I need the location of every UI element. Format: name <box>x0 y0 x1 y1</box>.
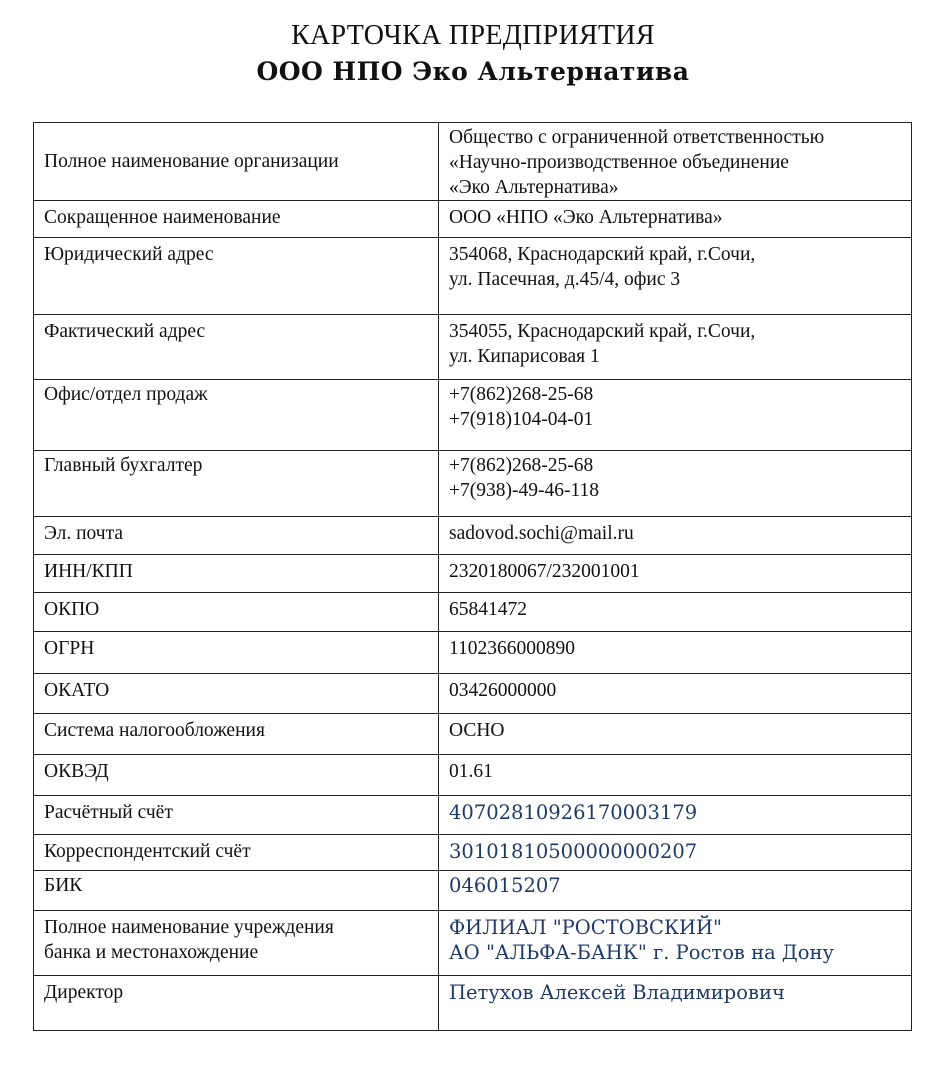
row-value: 30101810500000000207 <box>439 835 912 871</box>
row-label: ОКАТО <box>34 674 439 714</box>
table-row-chief-accountant <box>34 451 912 517</box>
table-row-short-name <box>34 201 912 238</box>
row-value: Общество с ограниченной ответственностью «Научно-производственное объединение «Эко Альтернатива» <box>439 123 912 201</box>
row-value: +7(862)268-25-68 +7(918)104-04-01 <box>439 380 912 451</box>
row-label: Полное наименование учреждения банка и местонахождение <box>34 911 439 976</box>
table-row-email <box>34 517 912 555</box>
table-row-actual-address <box>34 315 912 380</box>
row-label: Офис/отдел продаж <box>34 380 439 451</box>
table-row-director <box>34 976 912 1031</box>
row-value: ФИЛИАЛ "РОСТОВСКИЙ" АО "АЛЬФА-БАНК" г. Ростов на Дону <box>439 911 912 976</box>
row-value: sadovod.sochi@mail.ru <box>439 517 912 555</box>
row-value: Петухов Алексей Владимирович <box>439 976 912 1031</box>
table-row-bank-name <box>34 911 912 976</box>
row-label: Юридический адрес <box>34 238 439 315</box>
row-label: ИНН/КПП <box>34 555 439 593</box>
table-row-sales-office <box>34 380 912 451</box>
row-label: Корреспондентский счёт <box>34 835 439 871</box>
row-value: 2320180067/232001001 <box>439 555 912 593</box>
row-value: 01.61 <box>439 755 912 796</box>
row-value: +7(862)268-25-68 +7(938)-49-46-118 <box>439 451 912 517</box>
row-label: Директор <box>34 976 439 1031</box>
row-value: 40702810926170003179 <box>439 796 912 835</box>
row-label: ОКВЭД <box>34 755 439 796</box>
table-row-settlement-account <box>34 796 912 835</box>
table-row-inn-kpp <box>34 555 912 593</box>
company-name: ООО НПО Эко Альтернатива <box>256 57 690 86</box>
table-row-legal-address <box>34 238 912 315</box>
table-row-full-name <box>34 123 912 201</box>
table-row-okpo <box>34 593 912 632</box>
row-value: 1102366000890 <box>439 632 912 674</box>
document-title: КАРТОЧКА ПРЕДПРИЯТИЯ <box>291 20 655 51</box>
row-label: ОГРН <box>34 632 439 674</box>
table-row-tax-system <box>34 714 912 755</box>
table-row-correspondent-account <box>34 835 912 871</box>
row-label: Главный бухгалтер <box>34 451 439 517</box>
row-value: 354068, Краснодарский край, г.Сочи, ул. Пасечная, д.45/4, офис 3 <box>439 238 912 315</box>
row-value: ОСНО <box>439 714 912 755</box>
row-value: 354055, Краснодарский край, г.Сочи, ул. Кипарисовая 1 <box>439 315 912 380</box>
row-label: Система налогообложения <box>34 714 439 755</box>
row-label: ОКПО <box>34 593 439 632</box>
row-label: Фактический адрес <box>34 315 439 380</box>
table-row-ogrn <box>34 632 912 674</box>
table-row-okato <box>34 674 912 714</box>
row-label: Сокращенное наименование <box>34 201 439 238</box>
row-label: Полное наименование организации <box>34 123 439 201</box>
table-row-bik <box>34 871 912 911</box>
row-value: ООО «НПО «Эко Альтернатива» <box>439 201 912 238</box>
row-label: Эл. почта <box>34 517 439 555</box>
row-label: Расчётный счёт <box>34 796 439 835</box>
row-value: 03426000000 <box>439 674 912 714</box>
row-value: 65841472 <box>439 593 912 632</box>
row-label: БИК <box>34 871 439 911</box>
table-row-okved <box>34 755 912 796</box>
row-value: 046015207 <box>439 871 912 911</box>
company-details-table <box>33 122 912 1031</box>
